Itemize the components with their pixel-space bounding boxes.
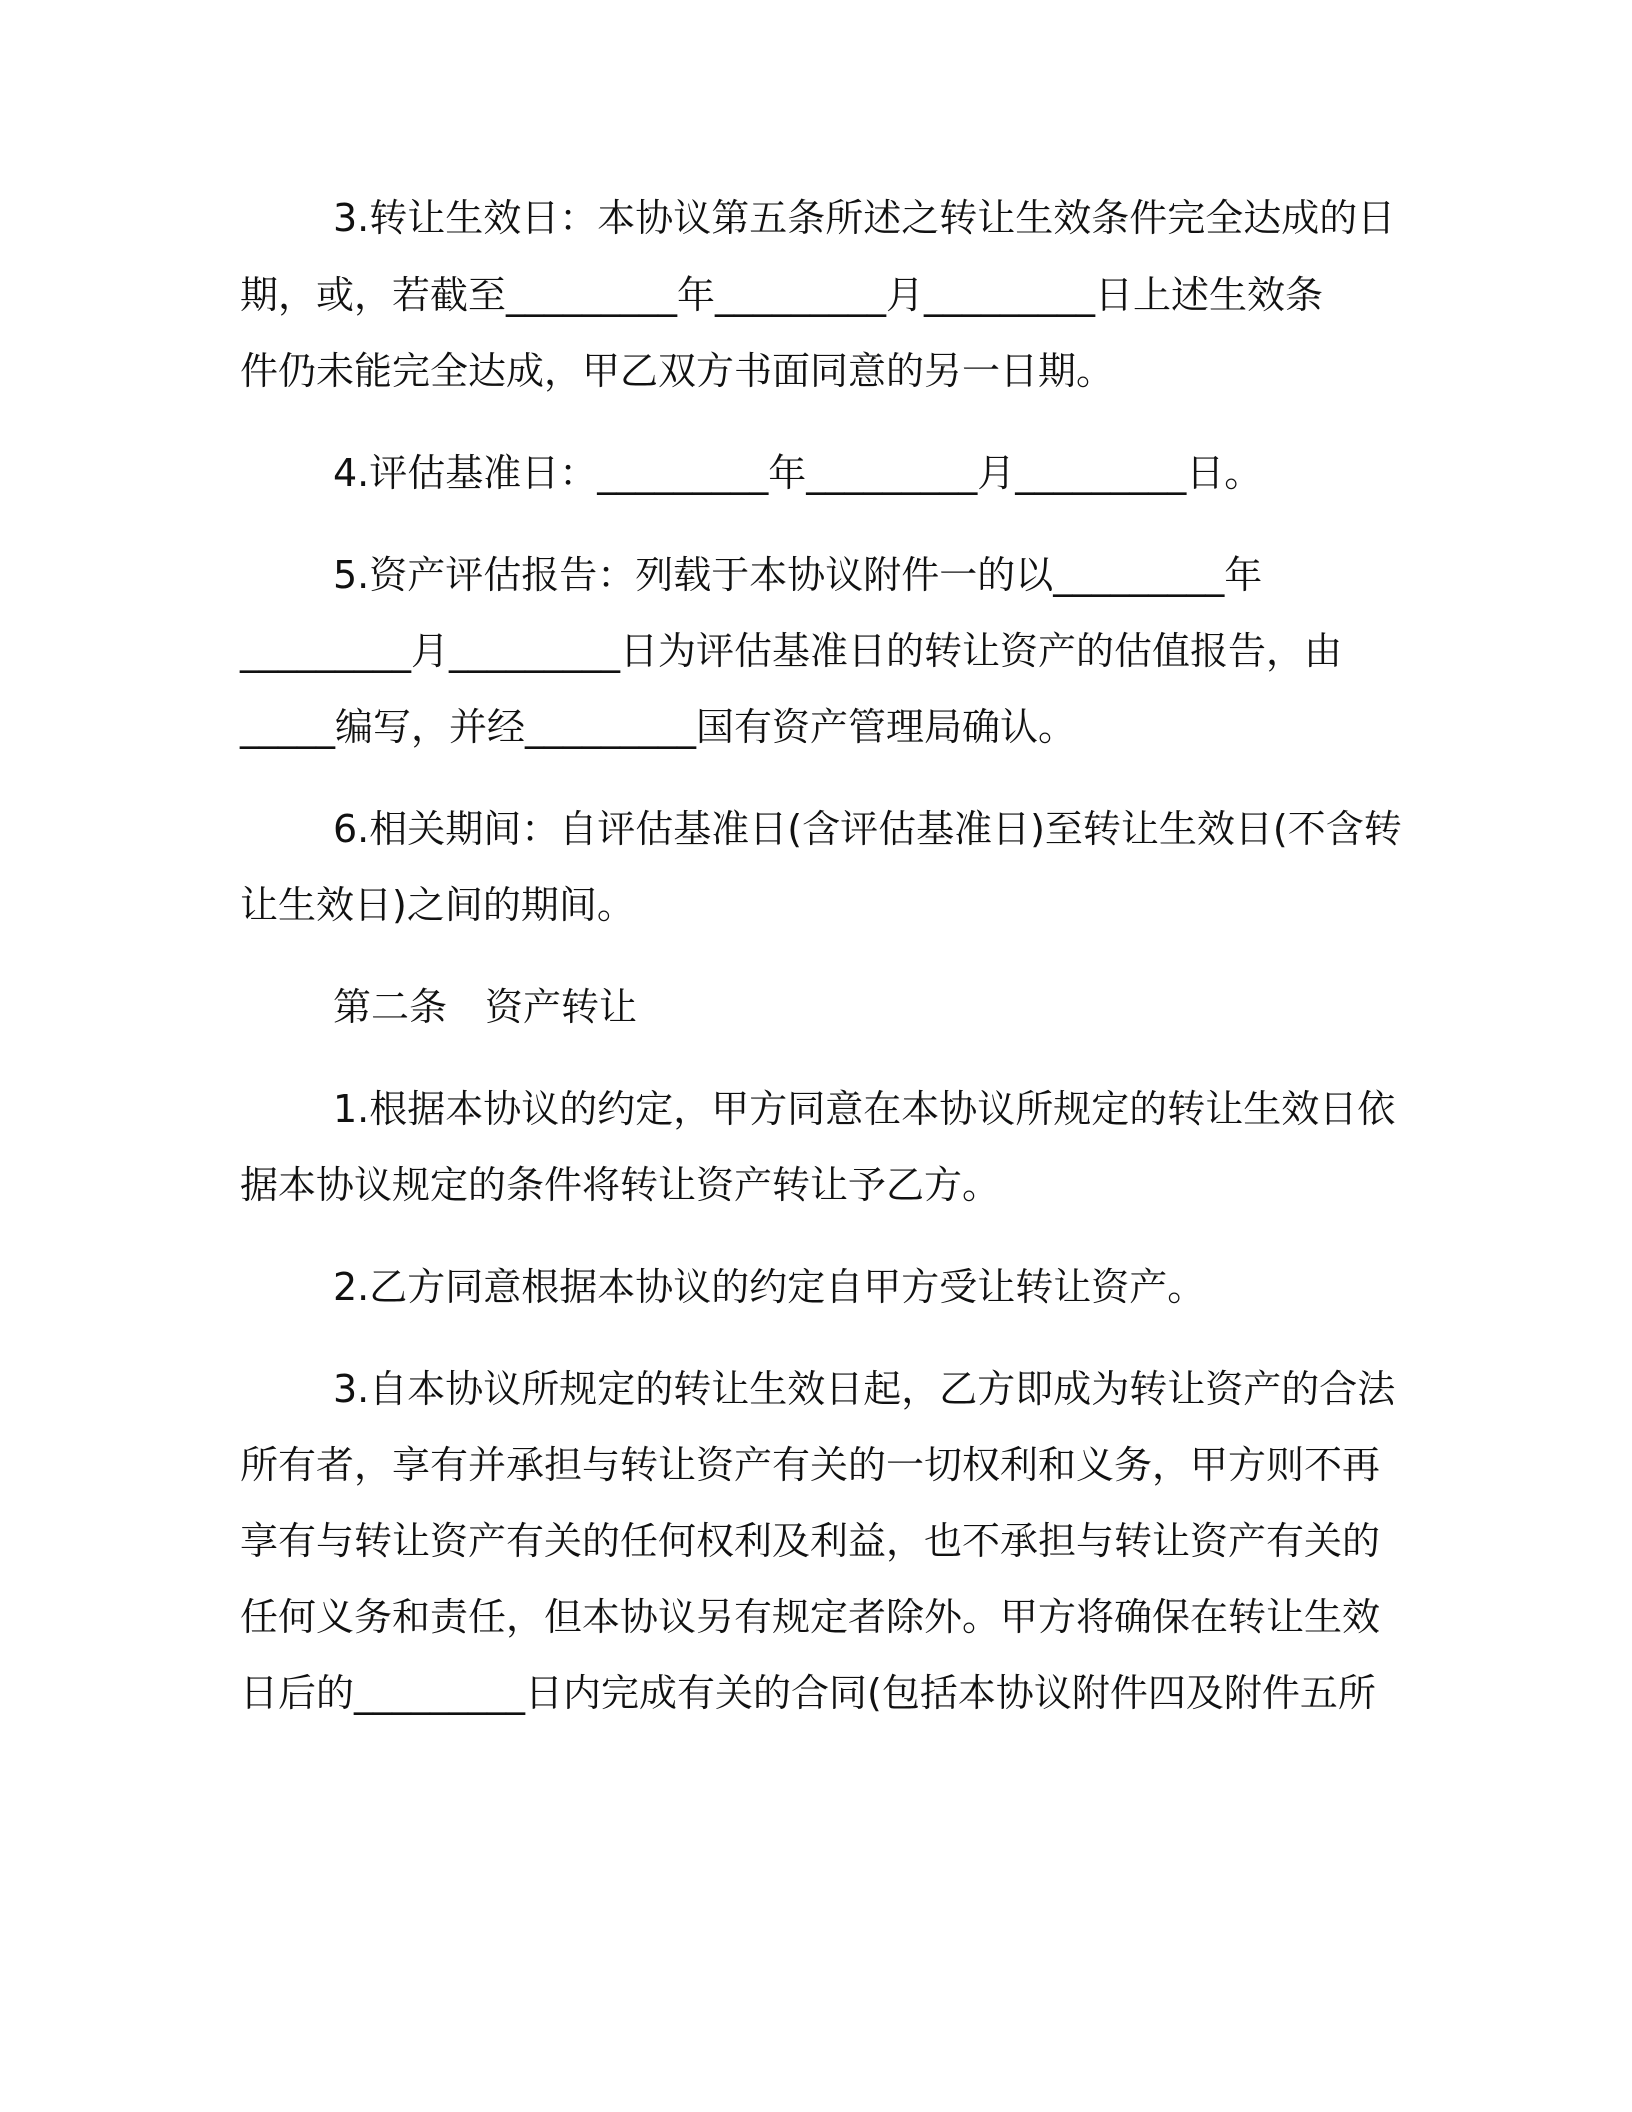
paragraph-6-line-2: 让生效日)之间的期间。 xyxy=(240,883,635,927)
article-2-item-3-line-4: 任何义务和责任，但本协议另有规定者除外。甲方将确保在转让生效 xyxy=(240,1595,1381,1639)
article-2-heading: 第二条 资产转让 xyxy=(333,985,638,1029)
paragraph-3-line-1: 3.转让生效日：本协议第五条所述之转让生效条件完全达成的日 xyxy=(333,196,1396,240)
article-2-item-3-line-3: 享有与转让资产有关的任何权利及利益，也不承担与转让资产有关的 xyxy=(240,1519,1381,1563)
paragraph-5-line-3: _____编写，并经_________国有资产管理局确认。 xyxy=(240,705,1077,749)
article-2-item-2-line-1: 2.乙方同意根据本协议的约定自甲方受让转让资产。 xyxy=(333,1265,1206,1309)
article-2-item-3-line-2: 所有者，享有并承担与转让资产有关的一切权利和义务，甲方则不再 xyxy=(240,1443,1381,1487)
paragraph-4-line-1: 4.评估基准日：_________年_________月_________日。 xyxy=(333,451,1263,495)
paragraph-3-line-3: 件仍未能完全达成，甲乙双方书面同意的另一日期。 xyxy=(240,349,1115,393)
paragraph-5-line-2: _________月_________日为评估基准日的转让资产的估值报告，由 xyxy=(240,629,1343,673)
article-2-item-1-line-2: 据本协议规定的条件将转让资产转让予乙方。 xyxy=(240,1163,1001,1207)
article-2-item-3-line-1: 3.自本协议所规定的转让生效日起，乙方即成为转让资产的合法 xyxy=(333,1367,1396,1411)
paragraph-3-line-2: 期，或，若截至_________年_________月_________日上述生效条 xyxy=(240,273,1324,317)
paragraph-5-line-1: 5.资产评估报告：列载于本协议附件一的以_________年 xyxy=(333,553,1263,597)
article-2-item-1-line-1: 1.根据本协议的约定，甲方同意在本协议所规定的转让生效日依 xyxy=(333,1087,1396,1131)
article-2-item-3-line-5: 日后的_________日内完成有关的合同(包括本协议附件四及附件五所 xyxy=(240,1671,1376,1715)
paragraph-6-line-1: 6.相关期间：自评估基准日(含评估基准日)至转让生效日(不含转 xyxy=(333,807,1402,851)
